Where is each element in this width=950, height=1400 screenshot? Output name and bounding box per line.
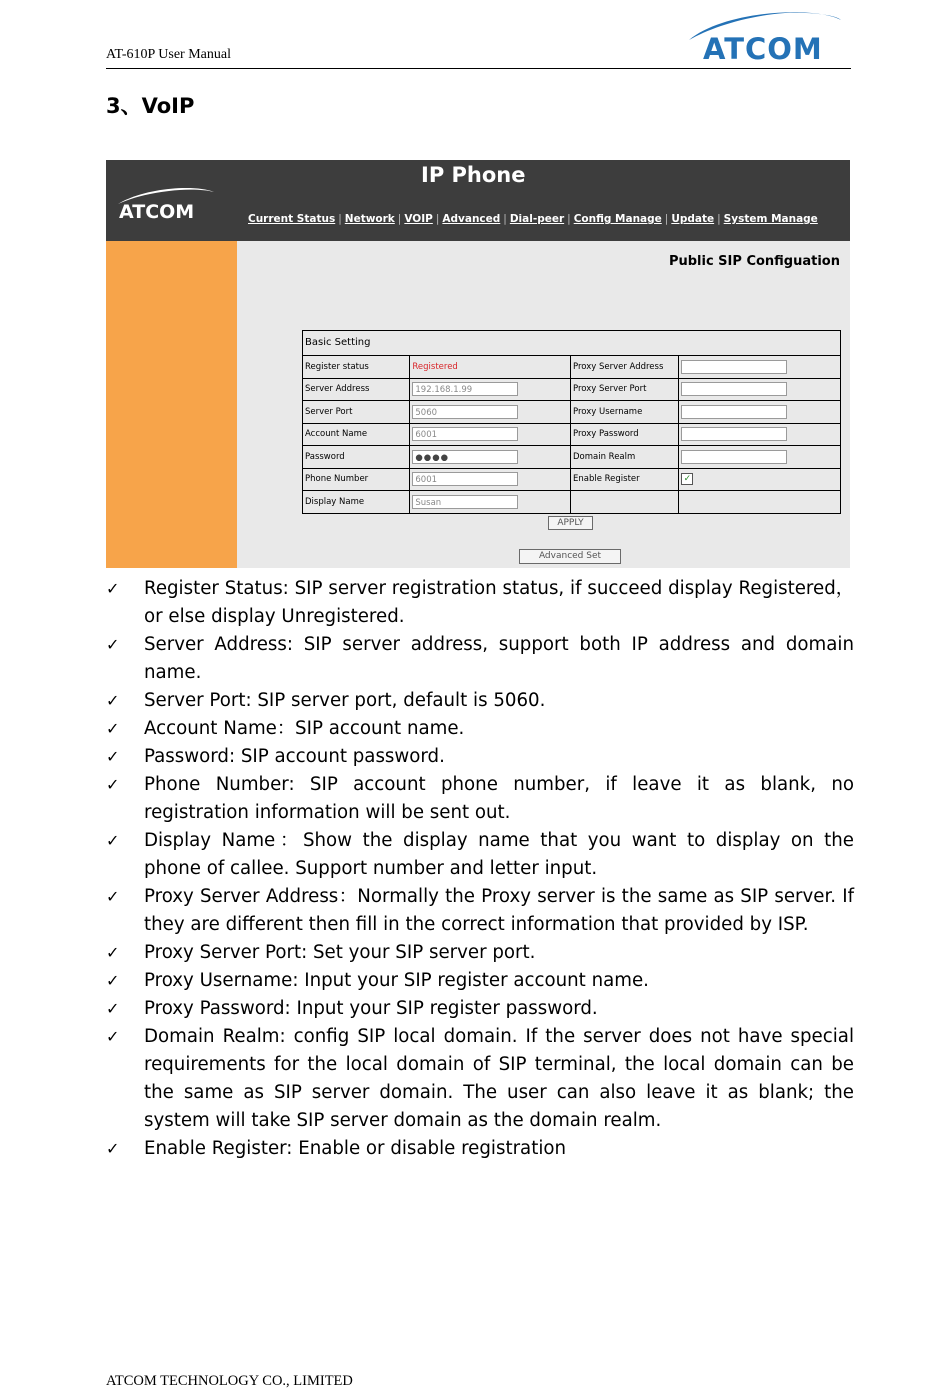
check-mark-icon: ✓ bbox=[106, 775, 120, 794]
list-item bbox=[106, 967, 854, 995]
bullet-text: Proxy Server Port: Set your SIP server port. bbox=[144, 942, 536, 963]
nav-config-manage[interactable]: Config Manage bbox=[573, 213, 662, 225]
phone-number-label: Phone Number bbox=[303, 468, 410, 491]
domain-realm-input[interactable] bbox=[681, 450, 787, 464]
check-mark-icon: ✓ bbox=[106, 1027, 120, 1046]
check-mark-icon: ✓ bbox=[106, 999, 120, 1018]
check-mark-icon: ✓ bbox=[106, 943, 120, 962]
nav-separator: | bbox=[503, 213, 507, 225]
domain-realm-label: Domain Realm bbox=[570, 446, 678, 469]
check-mark-icon: ✓ bbox=[106, 579, 120, 598]
list-item bbox=[106, 1135, 854, 1163]
nav-network[interactable]: Network bbox=[344, 213, 395, 225]
check-mark-icon: ✓ bbox=[106, 831, 120, 850]
password-input[interactable]: ●●●● bbox=[412, 450, 518, 464]
list-item bbox=[106, 995, 854, 1023]
nav-advanced[interactable]: Advanced bbox=[442, 213, 501, 225]
nav-separator: | bbox=[397, 213, 402, 225]
check-mark-icon: ✓ bbox=[106, 691, 120, 710]
table-row bbox=[303, 423, 840, 446]
list-item bbox=[106, 771, 854, 827]
list-item bbox=[106, 1023, 854, 1135]
display-name-input[interactable]: Susan bbox=[412, 495, 518, 509]
bullet-text: Server Port: SIP server port, default is 5060. bbox=[144, 690, 546, 711]
proxy-server-address-input[interactable] bbox=[681, 360, 787, 374]
table-row bbox=[303, 491, 840, 513]
bullet-text: Password: SIP account password. bbox=[144, 746, 445, 767]
bullet-text: Proxy Server Address：Normally the Proxy server is the same as SIP server. If they are different then fill in the correct information that provided by ISP. bbox=[144, 886, 854, 935]
table-row bbox=[303, 356, 840, 379]
list-item bbox=[106, 687, 854, 715]
enable-register-label: Enable Register bbox=[570, 468, 678, 491]
list-item bbox=[106, 631, 854, 687]
apply-button[interactable]: APPLY bbox=[548, 516, 593, 530]
nav-system-manage[interactable]: System Manage bbox=[723, 213, 818, 225]
bullet-text: Account Name：SIP account name. bbox=[144, 718, 465, 739]
screenshot-top-bar bbox=[106, 160, 850, 241]
proxy-password-label: Proxy Password bbox=[570, 423, 678, 446]
proxy-username-label: Proxy Username bbox=[570, 401, 678, 424]
server-address-input[interactable]: 192.168.1.99 bbox=[412, 382, 518, 396]
nav-separator: | bbox=[664, 213, 669, 225]
server-address-label: Server Address bbox=[303, 378, 410, 401]
logo-text: ATCOM bbox=[703, 32, 823, 66]
empty-cell bbox=[679, 491, 840, 513]
proxy-username-input[interactable] bbox=[681, 405, 787, 419]
password-label: Password bbox=[303, 446, 410, 469]
check-mark-icon: ✓ bbox=[106, 887, 120, 906]
page-footer: ATCOM TECHNOLOGY CO., LIMITED bbox=[106, 1373, 353, 1389]
display-name-label: Display Name bbox=[303, 491, 410, 513]
register-status-label: Register status bbox=[303, 356, 410, 379]
table-row bbox=[303, 378, 840, 401]
check-mark-icon: ✓ bbox=[106, 635, 120, 654]
doc-title: AT-610P User Manual bbox=[106, 47, 231, 62]
server-port-input[interactable]: 5060 bbox=[412, 405, 518, 419]
account-name-label: Account Name bbox=[303, 423, 410, 446]
nav-separator: | bbox=[435, 213, 440, 225]
bullet-text: Domain Realm: config SIP local domain. If the server does not have special requirements for the local domain of SIP terminal, the local domain can be the same as SIP server domain. The user can also leave it as blank; the system will take SIP server domain as the domain realm. bbox=[144, 1026, 854, 1131]
proxy-server-address-label: Proxy Server Address bbox=[570, 356, 678, 379]
nav-update[interactable]: Update bbox=[671, 213, 715, 225]
screenshot-nav bbox=[248, 213, 818, 225]
ip-phone-screenshot bbox=[106, 160, 850, 568]
proxy-server-port-label: Proxy Server Port bbox=[570, 378, 678, 401]
proxy-password-input[interactable] bbox=[681, 427, 787, 441]
check-mark-icon: ✓ bbox=[106, 971, 120, 990]
list-item bbox=[106, 939, 854, 967]
empty-cell bbox=[570, 491, 678, 513]
proxy-server-port-input[interactable] bbox=[681, 382, 787, 396]
nav-separator: | bbox=[717, 213, 721, 225]
bullet-text: Register Status: SIP server registration status, if succeed display Registered，or else display Unregistered. bbox=[144, 578, 854, 627]
account-name-input[interactable]: 6001 bbox=[412, 427, 518, 441]
table-row bbox=[303, 446, 840, 469]
nav-dial-peer[interactable]: Dial-peer bbox=[509, 213, 565, 225]
server-port-label: Server Port bbox=[303, 401, 410, 424]
page-header bbox=[106, 0, 851, 69]
basic-setting-title: Basic Setting bbox=[305, 337, 371, 348]
bullet-text: Enable Register: Enable or disable registration bbox=[144, 1138, 567, 1159]
screenshot-title: IP Phone bbox=[421, 163, 526, 187]
register-status-value: Registered bbox=[412, 361, 458, 372]
table-row bbox=[303, 468, 840, 491]
screenshot-logo bbox=[114, 186, 224, 232]
bullet-text: Server Address: SIP server address, support both IP address and domain name. bbox=[144, 634, 854, 683]
nav-voip[interactable]: VOIP bbox=[404, 213, 433, 225]
basic-setting-table bbox=[303, 355, 840, 513]
section-title: 3、VoIP bbox=[106, 94, 195, 118]
check-mark-icon: ✓ bbox=[106, 747, 120, 766]
phone-number-input[interactable]: 6001 bbox=[412, 472, 518, 486]
sip-config-heading: Public SIP Configuation bbox=[668, 254, 840, 269]
list-item bbox=[106, 883, 854, 939]
list-item bbox=[106, 827, 854, 883]
enable-register-checkbox[interactable]: ✓ bbox=[681, 473, 693, 485]
atcom-logo bbox=[685, 8, 845, 64]
nav-separator: | bbox=[338, 213, 342, 225]
bullet-text: Phone Number: SIP account phone number, if leave it as blank, no registration information will be sent out. bbox=[144, 774, 854, 823]
table-row bbox=[303, 401, 840, 424]
list-item bbox=[106, 715, 854, 743]
nav-separator: | bbox=[567, 213, 571, 225]
list-item bbox=[106, 575, 854, 631]
basic-setting-panel bbox=[302, 330, 841, 514]
advanced-set-button[interactable]: Advanced Set bbox=[519, 549, 621, 564]
check-mark-icon: ✓ bbox=[106, 1139, 120, 1158]
screenshot-logo-text: ATCOM bbox=[119, 201, 195, 223]
check-mark-icon: ✓ bbox=[106, 719, 120, 738]
bullet-text: Proxy Password: Input your SIP register password. bbox=[144, 998, 598, 1019]
field-descriptions bbox=[106, 575, 854, 1163]
bullet-text: Display Name：Show the display name that you want to display on the phone of callee. Support number and letter input. bbox=[144, 830, 854, 879]
nav-current-status[interactable]: Current Status bbox=[248, 213, 336, 225]
list-item bbox=[106, 743, 854, 771]
screenshot-sidebar bbox=[106, 241, 237, 568]
bullet-text: Proxy Username: Input your SIP register account name. bbox=[144, 970, 649, 991]
